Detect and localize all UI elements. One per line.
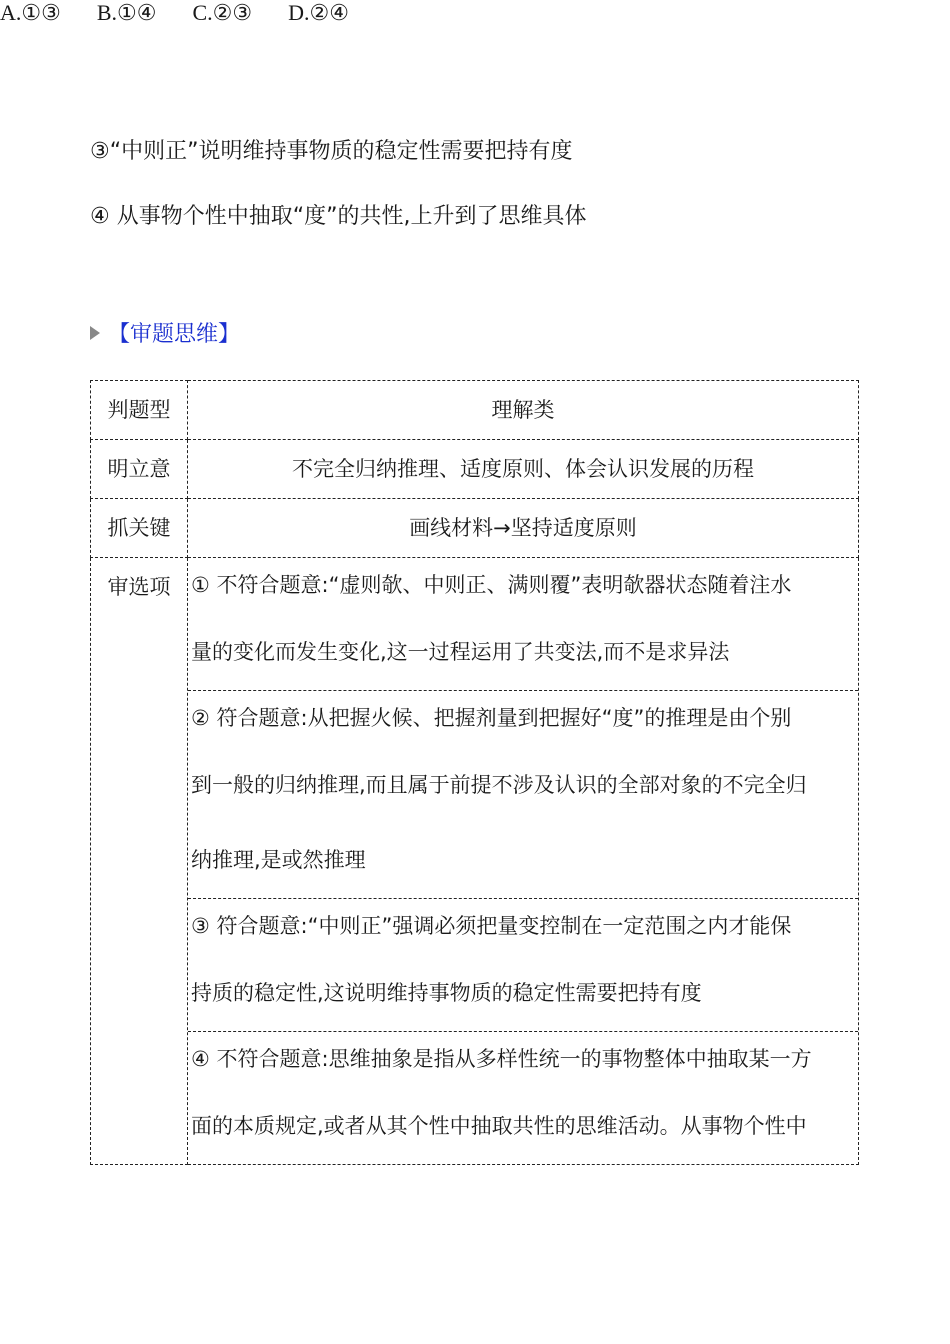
row-label: 抓关键 xyxy=(91,499,188,558)
options-cell xyxy=(188,558,859,1165)
option-analysis-1: ① 不符合题意:“虚则欹、中则正、满则覆”表明欹器状态随着注水 量的变化而发生变化,这一过程运用了共变法,而不是求异法 xyxy=(188,558,858,691)
choice-d: D.②④ xyxy=(288,0,349,25)
row-value: 画线材料→坚持适度原则 xyxy=(188,499,859,558)
row-label: 判题型 xyxy=(91,381,188,440)
statement-3: ③“中则正”说明维持事物质的稳定性需要把持有度 xyxy=(90,139,573,164)
row-value: 不完全归纳推理、适度原则、体会认识发展的历程 xyxy=(188,440,859,499)
row-label: 审选项 xyxy=(91,558,188,1165)
table-row xyxy=(91,499,859,558)
option-analysis-4: ④ 不符合题意:思维抽象是指从多样性统一的事物整体中抽取某一方 面的本质规定,或者从其个性中抽取共性的思维活动。从事物个性中 xyxy=(191,1047,812,1138)
option-analysis-2: ② 符合题意:从把握火候、把握剂量到把握好“度”的推理是由个别 到一般的归纳推理,而且属于前提不涉及认识的全部对象的不完全归 纳推理,是或然推理 xyxy=(188,691,858,899)
option-analysis-3: ③ 符合题意:“中则正”强调必须把量变控制在一定范围之内才能保 持质的稳定性,这说明维持事物质的稳定性需要把持有度 xyxy=(188,899,858,1032)
table-row xyxy=(91,381,859,440)
choice-a: A.①③ xyxy=(0,0,61,25)
table-row xyxy=(91,558,859,1165)
table-row xyxy=(91,440,859,499)
statement-4: ④ 从事物个性中抽取“度”的共性,上升到了思维具体 xyxy=(90,204,587,229)
section-header xyxy=(90,317,240,348)
answer-choices xyxy=(0,0,950,26)
choice-b: B.①④ xyxy=(96,0,157,25)
row-value: 理解类 xyxy=(188,381,859,440)
analysis-table xyxy=(90,380,859,1165)
section-title: 【审题思维】 xyxy=(108,322,241,347)
row-label: 明立意 xyxy=(91,440,188,499)
choice-c: C.②③ xyxy=(192,0,253,25)
triangle-bullet-icon xyxy=(90,326,100,340)
